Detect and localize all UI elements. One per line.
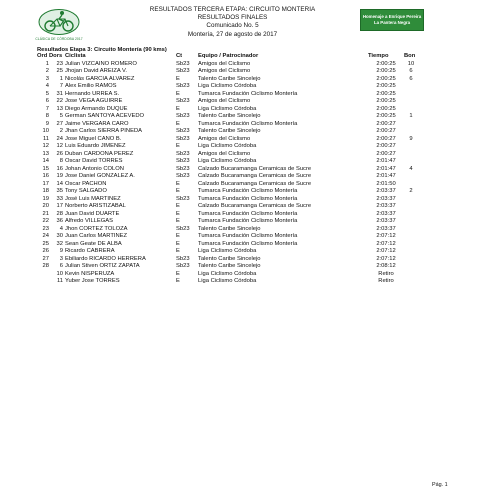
cell-equipo: Amigos del Ciclismo [198,98,251,104]
cell-bon [404,158,418,166]
cell-ord: 3 [45,75,49,82]
table-row [37,211,418,219]
cell-ciclista: Jhan Carlos SIERRA PINEDA [65,128,142,134]
cell-dors: 6 [59,263,63,269]
cell-dors: 14 [56,180,63,187]
cell-ciclista: Nicolás GARCIA ALVAREZ [65,75,135,82]
cell-ord: 27 [42,255,49,262]
cell-ciclista: Jhojan David AREIZA V. [65,68,127,74]
table-row [37,248,418,256]
cell-ord: 13 [42,150,49,157]
table-row [37,173,418,181]
cell-ciclista: Julian VIZCAINO ROMERO [65,60,137,67]
cell-equipo: Talento Caribe Sincelejo [198,128,261,134]
cell-ct: Sb23 [176,225,190,232]
cell-tiempo: 2:01:50 [376,180,396,187]
table-row [37,143,418,151]
cell-ciclista: Norberto ARISTIZABAL [65,203,126,209]
table-row [37,106,418,114]
cell-dors: 33 [56,195,63,202]
cell-ct: E [176,233,180,239]
cell-dors: 25 [56,68,63,74]
cell-tiempo: 2:00:27 [376,150,396,157]
cell-ord: 21 [42,210,49,217]
cell-dors: 27 [56,120,63,127]
cell-dors: 11 [56,278,63,284]
cell-dors: 9 [59,248,63,254]
col-dors: Dors [49,53,63,59]
cell-ct: E [176,240,180,247]
cell-ciclista: Johan Antonio COLON [65,165,124,172]
cell-ct: Sb23 [176,68,190,74]
col-bon: Bon [404,53,416,59]
cell-ord: 19 [42,195,49,202]
cell-ciclista: Duban CARDONA PEREZ [65,150,134,157]
cell-ct: Sb23 [176,263,190,269]
cell-ord: 28 [42,263,49,269]
cell-ct: Sb23 [176,135,190,142]
page-number: Pág. 1 [432,482,448,488]
table-row [37,83,418,91]
cell-ord [37,278,49,286]
cell-equipo: Talento Caribe Sincelejo [198,75,261,82]
cell-dors: 4 [59,225,63,232]
cell-ciclista: Alex Emilio RAMOS [65,83,117,89]
cell-ciclista: Sean Geate DE ALBA [65,240,122,247]
cell-ciclista: German SANTOYA ACEVEDO [65,113,145,119]
stage-title: Resultados Etapa 3: Circuito Montería (90 kms) [37,47,167,53]
cell-tiempo: 2:00:25 [376,90,396,97]
cell-ciclista: Alfredo VILLEGAS [65,218,114,224]
cell-bon [404,226,418,234]
cell-bon [404,143,418,151]
cell-equipo: Tumarca Fundación Ciclismo Montería [198,218,298,224]
cell-bon [404,181,418,189]
cell-ct: E [176,143,180,149]
cell-ciclista: Julian Stiven ORTIZ ZAPATA [65,263,140,269]
cell-dors: 16 [56,165,63,172]
cell-ct: Sb23 [176,150,190,157]
cell-tiempo: 2:00:27 [376,143,396,149]
cell-equipo: Tumarca Fundación Ciclismo Montería [198,120,298,127]
cell-ct: E [176,210,180,217]
cell-equipo: Tumarca Fundación Ciclismo Montería [198,188,298,194]
cell-equipo: Talento Caribe Sincelejo [198,263,261,269]
cell-ord: 22 [42,218,49,224]
cell-bon [404,203,418,211]
cell-ord: 18 [42,188,49,194]
table-row [37,136,418,144]
cell-ord: 15 [42,165,49,172]
cell-tiempo: 2:00:25 [376,68,396,74]
cell-tiempo: 2:03:37 [376,210,396,217]
col-ciclista: Ciclista [65,53,86,59]
cell-tiempo: 2:00:25 [376,98,396,104]
table-row [37,76,418,84]
cell-tiempo: 2:00:25 [376,113,396,119]
cell-dors: 7 [59,83,63,89]
cell-ord: 17 [42,180,49,187]
cell-ciclista: Kevin NISPERUZA [65,270,115,277]
cell-tiempo: 2:03:37 [376,218,396,224]
table-row [37,113,418,121]
cell-tiempo: Retiro [378,270,394,277]
cell-dors: 8 [59,158,63,164]
cell-equipo: Liga Ciclismo Córdoba [198,158,257,164]
cell-dors: 26 [56,150,63,157]
cell-ct: E [176,248,180,254]
cell-bon: 2 [409,188,413,194]
cell-ct: E [176,203,180,209]
table-row [37,68,418,76]
cell-equipo: Talento Caribe Sincelejo [198,225,261,232]
cell-equipo: Liga Ciclismo Córdoba [198,143,257,149]
cell-ciclista: Jose VEGA AGUIRRE [65,98,123,104]
cell-dors: 5 [59,113,63,119]
cell-bon [404,248,418,256]
cell-bon [404,263,418,271]
cell-dors: 32 [56,240,63,247]
cell-equipo: Amigos del Ciclismo [198,68,251,74]
place-date: Montería, 27 de agosto de 2017 [187,30,278,38]
cell-tiempo: 2:01:47 [376,173,396,179]
cell-ct: E [176,90,180,97]
col-equipo: Equipo / Patrocinador [198,53,259,59]
cell-ct: E [176,270,180,277]
cell-equipo: Liga Ciclismo Córdoba [198,105,257,112]
homage-banner [360,9,424,31]
cell-ciclista: Hernando URREA S. [65,90,120,97]
cell-equipo: Calzado Bucaramanga Ceramicas de Sucre [198,165,312,172]
cell-bon: 4 [409,165,413,172]
cell-ciclista: Jose Miguel CANO B. [65,135,122,142]
cell-ord: 10 [42,128,49,134]
cell-tiempo: 2:01:47 [376,158,396,164]
cell-bon [404,233,418,241]
cell-ciclista: Ebiliardo RICARDO HERRERA [65,255,146,262]
table-row [37,98,418,106]
cell-bon [404,271,418,279]
cell-equipo: Tumarca Fundación Ciclismo Montería [198,210,298,217]
cell-equipo: Tumarca Fundación Ciclismo Montería [198,240,298,247]
table-row [37,158,418,166]
cell-ct: Sb23 [176,128,190,134]
cell-equipo: Liga Ciclismo Córdoba [198,278,257,284]
table-row [37,91,418,99]
cell-dors: 22 [56,98,63,104]
table-row [37,151,418,159]
cell-ct: Sb23 [176,60,190,67]
cell-bon [404,196,418,204]
table-row [37,263,418,271]
race-logo [35,8,83,44]
cell-tiempo: 2:00:27 [376,120,396,127]
table-row [37,256,418,264]
cell-ct: E [176,105,180,112]
cell-ord: 12 [42,143,49,149]
cell-ciclista: Diego Armando DUQUE [65,105,128,112]
cell-ciclista: Yuber Jose TORRES [65,278,120,284]
cell-tiempo: 2:00:27 [376,128,396,134]
cell-ct: E [176,278,180,284]
cell-tiempo: 2:00:25 [376,75,396,82]
cell-ord: 7 [45,105,49,112]
cell-dors: 36 [56,218,63,224]
logo-caption: CLÁSICA DE CÓRDOBA 2017 [35,37,83,41]
cell-ord: 9 [45,120,49,127]
cell-bon [404,91,418,99]
cell-tiempo: 2:07:12 [376,255,396,262]
cell-dors: 24 [56,135,63,142]
cell-tiempo: 2:03:37 [376,225,396,232]
cell-dors: 23 [56,60,63,67]
cell-equipo: Calzado Bucaramanga Ceramicas de Sucre [198,180,312,187]
cell-equipo: Tumarca Fundación Ciclismo Montería [198,195,298,202]
table-row [37,233,418,241]
cell-bon [404,173,418,181]
cell-tiempo: 2:07:12 [376,248,396,254]
cell-tiempo: 2:08:12 [376,263,396,269]
cell-dors: 35 [56,188,63,194]
cell-equipo: Amigos del Ciclismo [198,135,251,142]
cell-ciclista: Oscar PACHON [65,180,107,187]
table-row [37,218,418,226]
col-tiempo: Tiempo [368,53,389,59]
col-ct: Ct [176,53,183,59]
cell-dors: 30 [56,233,63,239]
table-row [37,121,418,129]
cell-dors: 3 [59,255,63,262]
cell-bon [404,278,418,286]
cell-ct: Sb23 [176,98,190,104]
cell-ct: Sb23 [176,83,190,89]
cell-ct: E [176,218,180,224]
cell-equipo: Calzado Bucaramanga Ceramicas de Sucre [198,203,312,209]
cell-ct: Sb23 [176,158,190,164]
cell-ct: Sb23 [176,255,190,262]
cell-equipo: Calzado Bucaramanga Ceramicas de Sucre [198,173,312,179]
cell-ciclista: Ricardo CABRERA [65,248,115,254]
cell-tiempo: 2:03:37 [376,195,396,202]
cell-tiempo: 2:00:25 [376,60,396,67]
cell-dors: 17 [56,203,63,209]
cell-ord: 6 [45,98,49,104]
table-row [37,226,418,234]
cell-ciclista: Luis Eduardo JIMENEZ [65,143,126,149]
cell-bon: 10 [407,60,415,67]
col-ord: Ord [37,53,48,59]
table-row [37,128,418,136]
cell-bon: 9 [409,135,413,142]
cell-ct: Sb23 [176,195,190,202]
cell-ord: 16 [42,173,49,179]
cell-ciclista: Tony SALGADO [65,188,107,194]
cell-bon: 6 [409,68,413,74]
table-row [37,203,418,211]
cell-equipo: Talento Caribe Sincelejo [198,113,261,119]
cell-tiempo: 2:03:37 [376,203,396,209]
cell-dors: 13 [56,105,63,112]
cell-bon: 1 [409,113,413,119]
cell-ciclista: Jhon CORTEZ TOLOZA [65,225,128,232]
cell-bon [404,121,418,129]
cell-ord: 2 [45,68,49,74]
cell-bon [404,218,418,226]
table-row [37,61,418,69]
cell-ord: 5 [45,90,49,97]
table-row [37,181,418,189]
cell-ct: E [176,180,180,187]
cell-ord [37,271,49,279]
results-body [37,61,418,286]
cell-ord: 26 [42,248,49,254]
cell-equipo: Tumarca Fundación Ciclismo Montería [198,233,298,239]
cell-tiempo: 2:07:12 [376,240,396,247]
cell-ord: 11 [42,135,49,142]
cell-equipo: Liga Ciclismo Córdoba [198,248,257,254]
cell-tiempo: 2:03:37 [376,188,396,194]
cell-tiempo: 2:00:25 [376,105,396,112]
cell-ciclista: Oscar David TORRES [65,158,123,164]
cell-equipo: Liga Ciclismo Córdoba [198,83,257,89]
cell-dors: 2 [59,128,63,134]
cell-dors: 12 [56,143,63,149]
cell-ord: 20 [42,203,49,209]
cell-ciclista: José Luis MARTINEZ [65,195,121,202]
cell-ct: Sb23 [176,165,190,172]
cell-ct: Sb23 [176,113,190,119]
cyclist-logo-icon [38,8,80,36]
cell-ct: E [176,75,180,82]
title-block [110,6,355,39]
table-row [37,166,418,174]
cell-equipo: Talento Caribe Sincelejo [198,255,261,262]
cell-ord: 24 [42,233,49,239]
cell-dors: 19 [56,173,63,179]
table-row [37,271,418,279]
results-table [37,53,418,286]
table-row [37,196,418,204]
cell-bon [404,241,418,249]
cell-dors: 1 [59,75,63,82]
cell-equipo: Tumarca Fundación Ciclismo Montería [198,90,298,97]
table-row [37,278,418,286]
cell-equipo: Amigos del Ciclismo [198,60,251,67]
cell-ord: 1 [45,60,49,67]
page-subtitle: RESULTADOS FINALES [197,14,268,22]
cell-tiempo: Retiro [378,278,394,284]
table-header-row [37,53,418,61]
cell-ciclista: Jaime VERGARA CARO [65,120,129,127]
cell-bon [404,211,418,219]
cell-ct: Sb23 [176,173,190,179]
cell-ciclista: Juan David DUARTE [65,210,120,217]
page-title: RESULTADOS TERCERA ETAPA: CIRCUITO MONTERIA [149,6,316,13]
cell-ct: E [176,120,180,127]
cell-ct: E [176,188,180,194]
cell-equipo: Amigos del Ciclismo [198,150,251,157]
cell-bon [404,151,418,159]
banner-line-2: La Pantera Negra [373,20,411,25]
cell-ciclista: Juan Carlos MARTINEZ [65,233,128,239]
cell-bon [404,106,418,114]
table-row [37,241,418,249]
cell-tiempo: 2:07:12 [376,233,396,239]
table-row [37,188,418,196]
cell-bon [404,256,418,264]
cell-ord: 8 [45,113,49,119]
cell-equipo: Liga Ciclismo Córdoba [198,270,257,277]
cell-ciclista: Jose Daniel GONZALEZ A. [65,173,135,179]
cell-bon [404,128,418,136]
cell-tiempo: 2:01:47 [376,165,396,172]
cell-ord: 14 [42,158,49,164]
banner-line-1: Homenaje a Enrique Pereira [362,14,422,19]
cell-tiempo: 2:00:25 [376,83,396,89]
cell-ord: 4 [45,83,49,89]
cell-dors: 28 [56,210,63,217]
document-header [0,6,495,46]
cell-ord: 25 [42,240,49,247]
cell-ord: 23 [42,225,49,232]
cell-dors: 31 [56,90,63,97]
cell-dors: 10 [56,270,63,277]
cell-bon: 6 [409,75,413,82]
cell-bon [404,98,418,106]
cell-tiempo: 2:00:27 [376,135,396,142]
comunicado-number: Comunicado No. 5 [206,22,259,30]
cell-bon [404,83,418,91]
